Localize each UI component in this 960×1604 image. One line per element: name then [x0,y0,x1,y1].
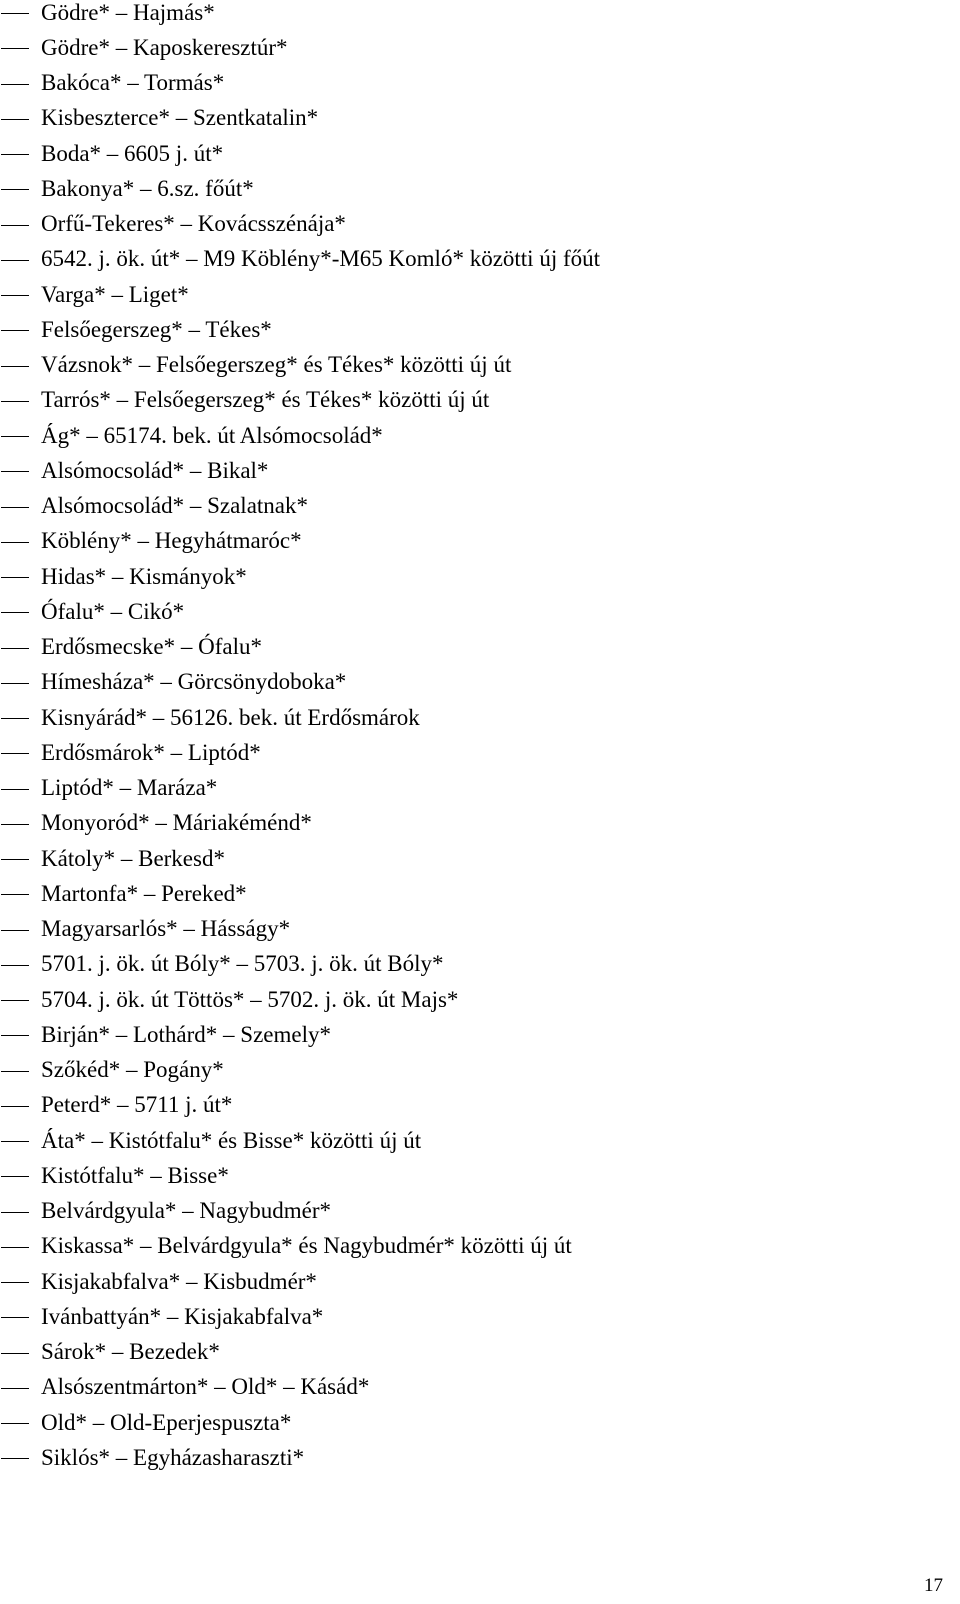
list-item [0,489,600,524]
route-text: Gödre* – Kaposkeresztúr* [41,34,288,60]
dash-bullet-icon [1,1000,29,1001]
list-item [0,277,600,312]
list-item [0,136,600,171]
dash-bullet-icon [1,13,29,14]
list-item [0,312,600,347]
list-item [0,171,600,206]
dash-bullet-icon [1,1458,29,1459]
route-text: Bakonya* – 6.sz. főút* [41,175,254,201]
list-item [0,1053,600,1088]
dash-bullet-icon [1,789,29,790]
dash-bullet-icon [1,1212,29,1213]
route-text: Alsómocsolád* – Bikal* [41,457,269,483]
dash-bullet-icon [1,612,29,613]
route-text: Varga* – Liget* [41,281,189,307]
dash-bullet-icon [1,648,29,649]
dash-bullet-icon [1,1388,29,1389]
route-text: 5704. j. ök. út Töttös* – 5702. j. ök. út Majs* [41,986,459,1012]
dash-bullet-icon [1,577,29,578]
route-text: Sárok* – Bezedek* [41,1339,220,1365]
dash-bullet-icon [1,824,29,825]
route-text: Felsőegerszeg* – Tékes* [41,316,272,342]
route-text: Siklós* – Egyházasharaszti* [41,1444,305,1470]
list-item [0,1194,600,1229]
list-item [0,594,600,629]
route-text: 5701. j. ök. út Bóly* – 5703. j. ök. út Bóly* [41,951,444,977]
route-text: Kisbeszterce* – Szentkatalin* [41,105,319,131]
dash-bullet-icon [1,366,29,367]
dash-bullet-icon [1,542,29,543]
list-item [0,982,600,1017]
dash-bullet-icon [1,260,29,261]
list-item [0,912,600,947]
dash-bullet-icon [1,48,29,49]
list-item [0,1158,600,1193]
list-item [0,1088,600,1123]
dash-bullet-icon [1,1353,29,1354]
list-item [0,1405,600,1440]
list-item [0,1017,600,1052]
route-text: Hidas* – Kismányok* [41,563,247,589]
route-text: Vázsnok* – Felsőegerszeg* és Tékes* közötti új út [41,352,512,378]
dash-bullet-icon [1,330,29,331]
list-item [0,1264,600,1299]
dash-bullet-icon [1,718,29,719]
dash-bullet-icon [1,859,29,860]
list-item [0,524,600,559]
route-text: Belvárdgyula* – Nagybudmér* [41,1198,331,1224]
page-number: 17 [924,1575,943,1596]
dash-bullet-icon [1,401,29,402]
dash-bullet-icon [1,84,29,85]
dash-bullet-icon [1,1282,29,1283]
route-text: Birján* – Lothárd* – Szemely* [41,1021,331,1047]
list-item [0,207,600,242]
list-item [0,348,600,383]
route-text: Boda* – 6605 j. út* [41,140,224,166]
route-text: Magyarsarlós* – Hásságy* [41,916,291,942]
route-text: Gödre* – Hajmás* [41,0,215,25]
list-item [0,876,600,911]
dash-bullet-icon [1,965,29,966]
dash-bullet-icon [1,189,29,190]
route-text: Erdősmárok* – Liptód* [41,739,261,765]
route-text: Ófalu* – Cikó* [41,598,185,624]
list-item [0,735,600,770]
route-text: Alsómocsolád* – Szalatnak* [41,493,309,519]
list-item [0,101,600,136]
route-text: Kisjakabfalva* – Kisbudmér* [41,1268,317,1294]
dash-bullet-icon [1,119,29,120]
list-item [0,1123,600,1158]
route-text: Peterd* – 5711 j. út* [41,1092,233,1118]
list-item [0,841,600,876]
route-text: Köblény* – Hegyhátmaróc* [41,528,302,554]
route-text: Liptód* – Maráza* [41,775,218,801]
dash-bullet-icon [1,225,29,226]
route-text: Ivánbattyán* – Kisjakabfalva* [41,1303,324,1329]
dash-bullet-icon [1,1106,29,1107]
route-text: Erdősmecske* – Ófalu* [41,634,262,660]
dash-bullet-icon [1,930,29,931]
list-item [0,1370,600,1405]
list-item [0,700,600,735]
dash-bullet-icon [1,436,29,437]
route-text: Tarrós* – Felsőegerszeg* és Tékes* közötti új út [41,387,490,413]
dash-bullet-icon [1,507,29,508]
route-text: Ág* – 65174. bek. út Alsómocsolád* [41,422,383,448]
list-item [0,806,600,841]
dash-bullet-icon [1,683,29,684]
list-item [0,383,600,418]
list-item [0,630,600,665]
list-item [0,559,600,594]
dash-bullet-icon [1,471,29,472]
dash-bullet-icon [1,295,29,296]
list-item [0,30,600,65]
dash-bullet-icon [1,1247,29,1248]
list-item [0,453,600,488]
list-item [0,947,600,982]
dash-bullet-icon [1,753,29,754]
list-item [0,66,600,101]
list-item [0,242,600,277]
dash-bullet-icon [1,1423,29,1424]
route-text: Old* – Old-Eperjespuszta* [41,1409,292,1435]
route-text: Orfű-Tekeres* – Kovácsszénája* [41,211,346,237]
route-text: Áta* – Kistótfalu* és Bisse* közötti új út [41,1127,422,1153]
route-text: Monyoród* – Máriakéménd* [41,810,312,836]
dash-bullet-icon [1,1176,29,1177]
route-text: 6542. j. ök. út* – M9 Köblény*-M65 Komló* közötti új főút [41,246,601,272]
route-text: Kisnyárád* – 56126. bek. út Erdősmárok [41,704,420,730]
dash-bullet-icon [1,894,29,895]
list-item [0,418,600,453]
route-text: Hímesháza* – Görcsönydoboka* [41,669,347,695]
dash-bullet-icon [1,1317,29,1318]
route-text: Martonfa* – Pereked* [41,880,247,906]
dash-bullet-icon [1,1035,29,1036]
route-text: Kátoly* – Berkesd* [41,845,225,871]
dash-bullet-icon [1,1141,29,1142]
dash-bullet-icon [1,154,29,155]
dash-bullet-icon [1,1071,29,1072]
list-item [0,0,600,30]
list-item [0,665,600,700]
list-item [0,1229,600,1264]
route-text: Kiskassa* – Belvárdgyula* és Nagybudmér* közötti új út [41,1233,572,1259]
list-item [0,1335,600,1370]
list-item [0,771,600,806]
route-text: Alsószentmárton* – Old* – Kásád* [41,1374,370,1400]
route-text: Szőkéd* – Pogány* [41,1057,224,1083]
route-text: Kistótfalu* – Bisse* [41,1162,229,1188]
route-text: Bakóca* – Tormás* [41,70,225,96]
list-item [0,1299,600,1334]
list-item [0,1440,600,1475]
